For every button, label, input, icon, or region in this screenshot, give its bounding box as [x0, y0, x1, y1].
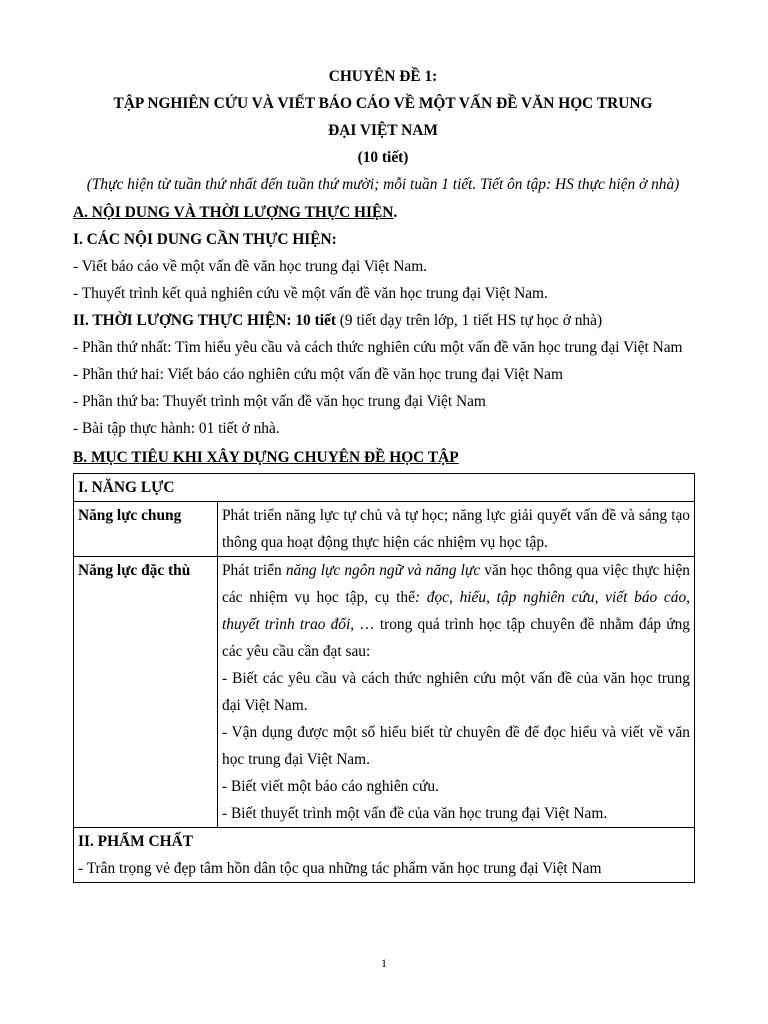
quality-cell [74, 828, 695, 883]
lesson-count: (10 tiết) [357, 149, 409, 166]
content-item: - Thuyết trình kết quả nghiên cứu về một vấn đề văn học trung đại Việt Nam. [73, 285, 548, 302]
duration-item: - Phần thứ ba: Thuyết trình một vấn đề văn học trung đại Việt Nam [73, 393, 486, 410]
page-number: 1 [381, 956, 387, 970]
section-a-heading: A. NỘI DUNG VÀ THỜI LƯỢNG THỰC HIỆN. [73, 204, 398, 221]
general-competence-label: Năng lực chung [74, 502, 218, 557]
content-item: - Viết báo cáo về một vấn đề văn học trung đại Việt Nam. [73, 258, 428, 275]
schedule-note: (Thực hiện từ tuần thứ nhất đến tuần thứ mười; mỗi tuần 1 tiết. Tiết ôn tập: HS thực hiện ở nhà) [86, 176, 680, 193]
general-competence-text: Phát triển năng lực tự chủ và tự học; năng lực giải quyết vấn đề và sáng tạo thông qua hoạt động thực hiện các nhiệm vụ học tập. [218, 502, 695, 557]
section-a-part2-heading: II. THỜI LƯỢNG THỰC HIỆN: 10 tiết (9 tiết dạy trên lớp, 1 tiết HS tự học ở nhà) [73, 312, 603, 329]
specific-intro: Phát triển năng lực ngôn ngữ và năng lực văn học thông qua việc thực hiện các nhiệm vụ học tập, cụ thể: đọc, hiểu, tập nghiên cứu, viết báo cáo, thuyết trình trao đổi, … trong quá trình học tập chuyên đề nhằm đáp ứng các yêu cầu cần đạt sau: [222, 562, 691, 660]
quality-heading: II. PHẨM CHẤT [78, 833, 194, 850]
section-b-heading: B. MỤC TIÊU KHI XÂY DỰNG CHUYÊN ĐỀ HỌC TẬP [73, 449, 459, 466]
table-row [74, 502, 695, 557]
topic-title-line2: ĐẠI VIỆT NAM [328, 122, 438, 139]
specific-competence-label: Năng lực đặc thù [74, 557, 218, 828]
duration-item: - Phần thứ hai: Viết báo cáo nghiên cứu một vấn đề văn học trung đại Việt Nam [73, 366, 563, 383]
competence-heading: I. NĂNG LỰC [74, 474, 695, 502]
duration-item: - Phần thứ nhất: Tìm hiểu yêu cầu và cách thức nghiên cứu một vấn đề văn học trung đại Việt Nam [73, 339, 683, 356]
specific-competence-text [218, 557, 695, 828]
requirement-item: - Biết các yêu cầu và cách thức nghiên cứu một vấn đề của văn học trung đại Việt Nam. [222, 670, 690, 714]
requirement-item: - Vận dụng được một số hiểu biết từ chuyên đề để đọc hiểu và viết về văn học trung đại Việt Nam. [222, 724, 690, 768]
topic-title-line1: TẬP NGHIÊN CỨU VÀ VIẾT BÁO CÁO VỀ MỘT VẤN ĐỀ VĂN HỌC TRUNG [113, 95, 653, 112]
quality-text: - Trân trọng vẻ đẹp tâm hồn dân tộc qua những tác phẩm văn học trung đại Việt Nam [78, 860, 602, 877]
requirement-item: - Biết thuyết trình một vấn đề của văn học trung đại Việt Nam. [222, 805, 608, 822]
objectives-table [73, 473, 695, 883]
document-page [73, 63, 693, 883]
requirement-item: - Biết viết một báo cáo nghiên cứu. [222, 778, 439, 795]
table-row [74, 828, 695, 883]
table-row [74, 474, 695, 502]
table-row [74, 557, 695, 828]
topic-number: CHUYÊN ĐỀ 1: [328, 68, 438, 85]
section-a-part1-heading: I. CÁC NỘI DUNG CẦN THỰC HIỆN: [73, 231, 337, 248]
duration-item: - Bài tập thực hành: 01 tiết ở nhà. [73, 420, 280, 437]
